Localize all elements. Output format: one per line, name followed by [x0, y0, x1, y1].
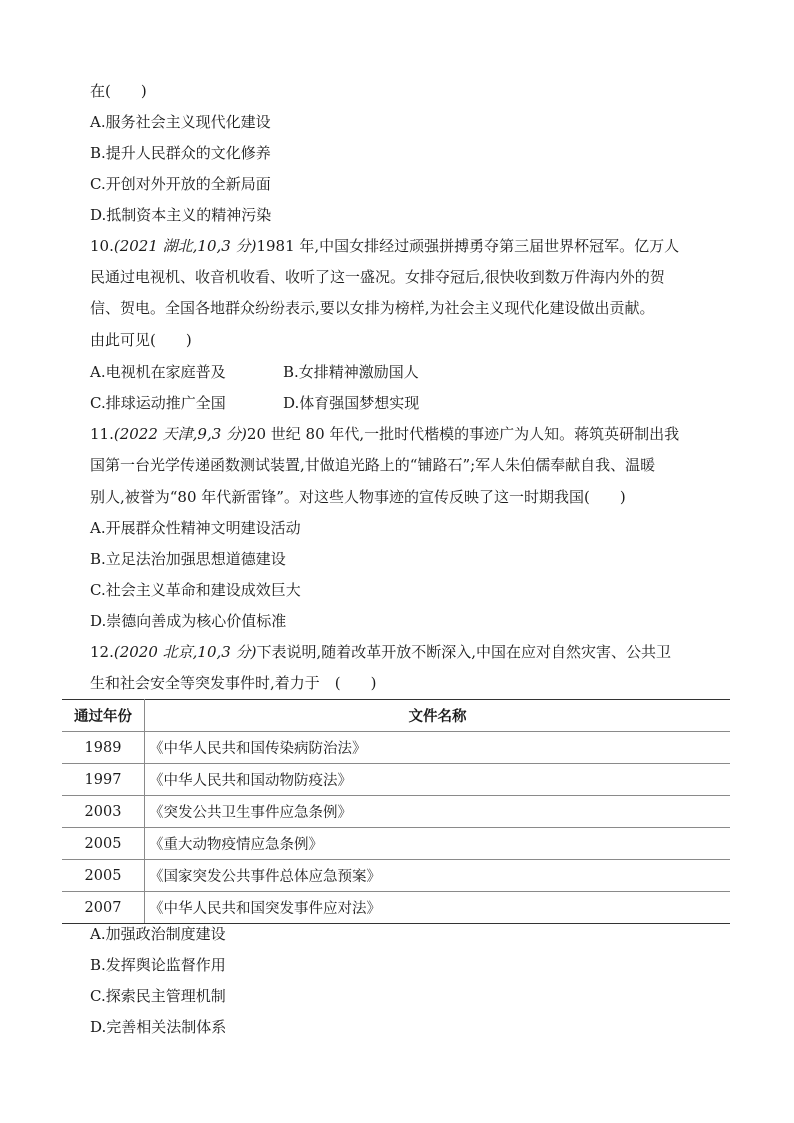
row-year: 1997	[62, 764, 145, 796]
q11-stem-line-2: 国第一台光学传递函数测试装置,甘做追光路上的“铺路石”;军人朱伯儒奉献自我、温暖	[90, 456, 656, 474]
q12-stem-line-2: 生和社会安全等突发事件时,着力于 ( )	[90, 674, 377, 692]
header-year: 通过年份	[62, 700, 145, 732]
q10-stem-line-1	[90, 236, 679, 256]
q12-source: (2020 北京,10,3 分)	[113, 643, 257, 661]
q9-option-c: C.开创对外开放的全新局面	[90, 175, 271, 193]
q10-option-b: B.女排精神激励国人	[283, 363, 419, 381]
q10-stem-line-4: 由此可见( )	[90, 331, 192, 349]
table-header-row	[62, 700, 730, 732]
q9-option-b: B.提升人民群众的文化修养	[90, 144, 271, 162]
q10-text-1: 1981 年,中国女排经过顽强拼搏勇夺第三届世界杯冠军。亿万人	[256, 237, 680, 255]
row-year: 2003	[62, 796, 145, 828]
row-document: 《国家突发公共事件总体应急预案》	[145, 860, 731, 892]
row-document: 《中华人民共和国动物防疫法》	[145, 764, 731, 796]
q12-stem-line-1	[90, 642, 671, 662]
q9-option-d: D.抵制资本主义的精神污染	[90, 206, 272, 224]
table-row	[62, 764, 730, 796]
q11-source: (2022 天津,9,3 分)	[113, 425, 247, 443]
q10-number: 10.	[90, 237, 114, 255]
q12-option-d: D.完善相关法制体系	[90, 1018, 227, 1036]
q12-option-a: A.加强政治制度建设	[90, 925, 226, 943]
q11-option-c: C.社会主义革命和建设成效巨大	[90, 581, 301, 599]
q12-option-b: B.发挥舆论监督作用	[90, 956, 226, 974]
table-row	[62, 892, 730, 924]
q12-number: 12.	[90, 643, 114, 661]
q9-option-a: A.服务社会主义现代化建设	[90, 113, 271, 131]
q11-option-b: B.立足法治加强思想道德建设	[90, 550, 286, 568]
header-document: 文件名称	[145, 700, 731, 732]
q10-option-c: C.排球运动推广全国	[90, 394, 226, 412]
table-row	[62, 732, 730, 764]
row-year: 1989	[62, 732, 145, 764]
row-document: 《中华人民共和国突发事件应对法》	[145, 892, 731, 924]
q11-stem-line-3: 别人,被誉为“80 年代新雷锋”。对这些人物事迹的宣传反映了这一时期我国( )	[90, 488, 626, 506]
q11-option-a: A.开展群众性精神文明建设活动	[90, 519, 301, 537]
q11-text-1: 20 世纪 80 年代,一批时代楷模的事迹广为人知。蒋筑英研制出我	[246, 425, 680, 443]
row-document: 《中华人民共和国传染病防治法》	[145, 732, 731, 764]
row-year: 2005	[62, 860, 145, 892]
q11-stem-line-1	[90, 424, 679, 444]
q10-stem-line-2: 民通过电视机、收音机收看、收听了这一盛况。女排夺冠后,很快收到数万件海内外的贺	[90, 268, 665, 286]
q10-source: (2021 湖北,10,3 分)	[113, 237, 257, 255]
table-row	[62, 860, 730, 892]
q10-option-a: A.电视机在家庭普及	[90, 363, 226, 381]
row-document: 《重大动物疫情应急条例》	[145, 828, 731, 860]
q12-option-c: C.探索民主管理机制	[90, 987, 226, 1005]
q9-stem-tail: 在( )	[90, 82, 147, 100]
table-row	[62, 828, 730, 860]
legislation-table	[62, 699, 730, 924]
q11-option-d: D.崇德向善成为核心价值标准	[90, 612, 287, 630]
q10-option-d: D.体育强国梦想实现	[283, 394, 420, 412]
q12-text-1: 下表说明,随着改革开放不断深入,中国在应对自然灾害、公共卫	[256, 643, 671, 661]
q11-number: 11.	[90, 425, 114, 443]
table-row	[62, 796, 730, 828]
row-document: 《突发公共卫生事件应急条例》	[145, 796, 731, 828]
row-year: 2005	[62, 828, 145, 860]
row-year: 2007	[62, 892, 145, 924]
q10-stem-line-3: 信、贺电。全国各地群众纷纷表示,要以女排为榜样,为社会主义现代化建设做出贡献。	[90, 299, 655, 317]
